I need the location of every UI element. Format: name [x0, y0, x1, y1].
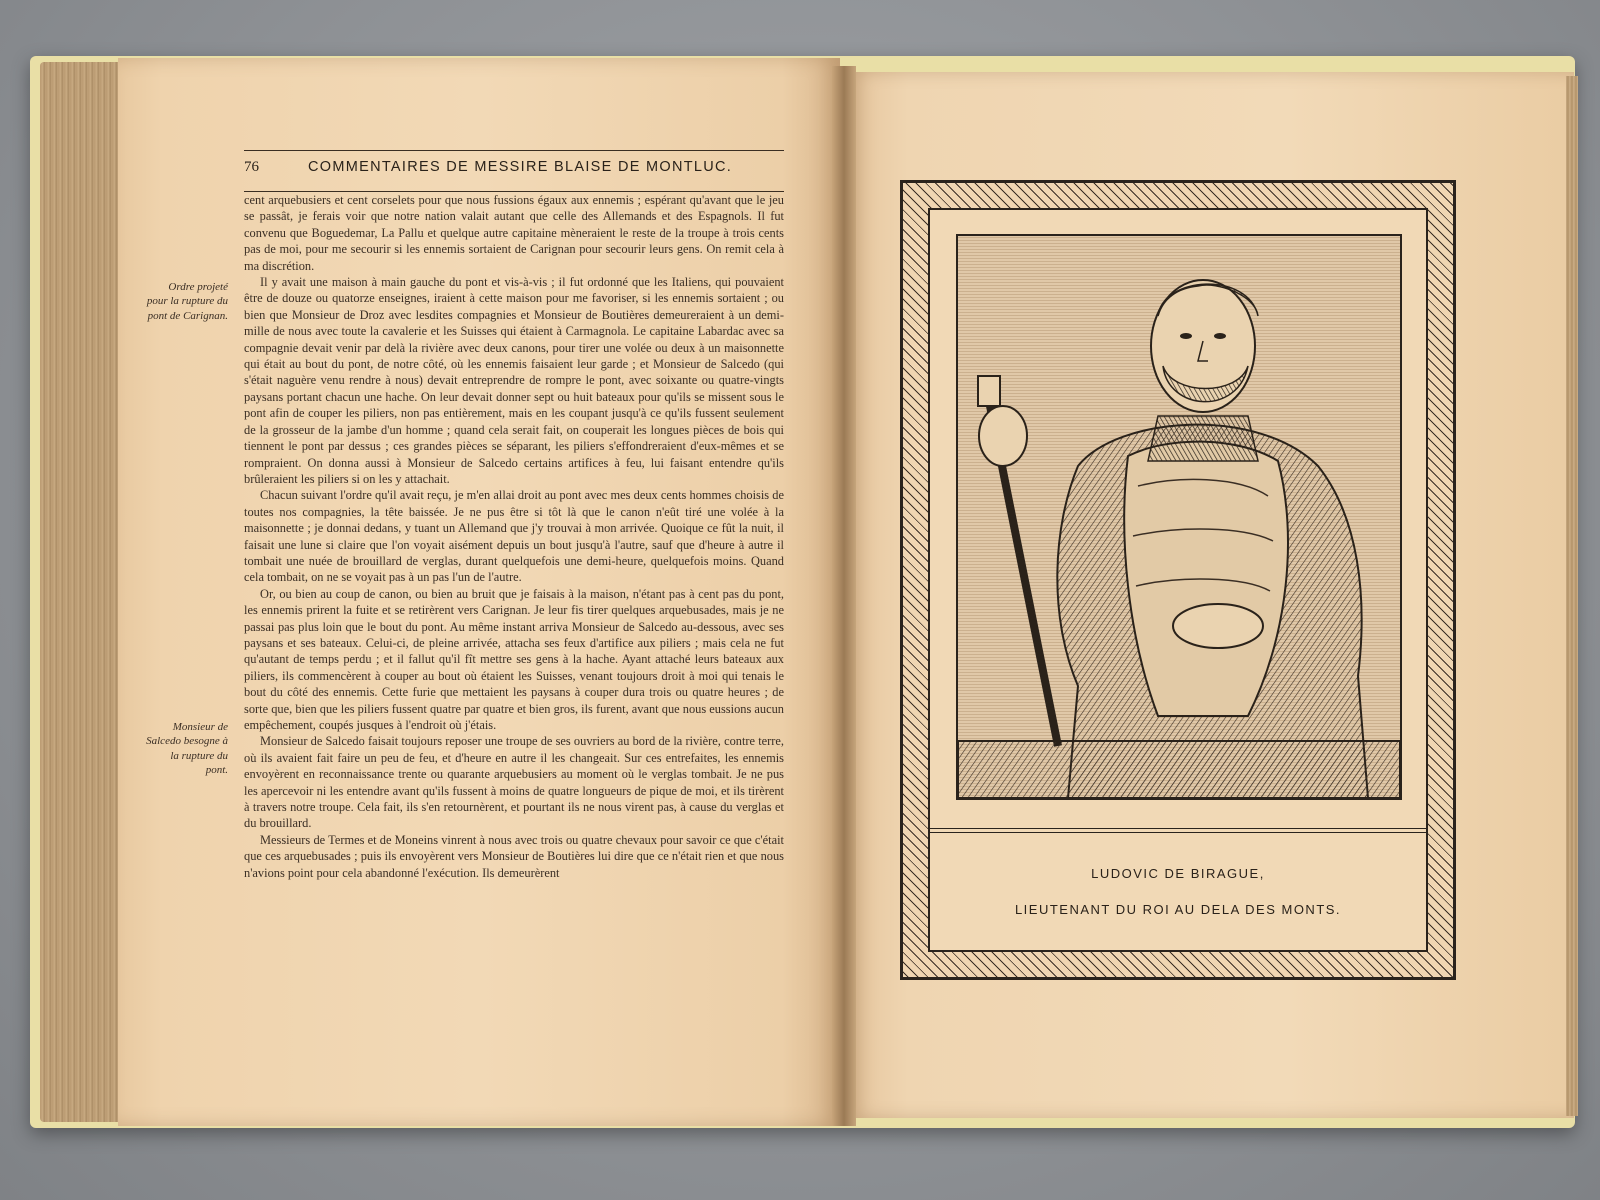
paragraph: Chacun suivant l'ordre qu'il avait reçu, je m'en allai droit au pont avec mes deux cents hommes choisis de toutes nos compagnies, la tête baissée. Je ne pus être si tôt là que le canon n'eût tiré une volée à la maisonnette ; je donnai dedans, y tuant un Allemand que j'y trouvai à mon arrivée. Quoique ce fût la nuit, il faisait une lune si claire que l'on voyait aisément depuis un bout jusqu'à l'autre, sauf que d'heure à autre il tombait une nuée de brouillard de verglas, durant quelquefois une demi-heure, quelquefois moins. Quand cela tombait, on ne se voyait pas à un pas l'un de l'autre. — [244, 488, 784, 585]
page-stack-edge — [40, 62, 126, 1122]
page-header — [244, 150, 784, 192]
portrait-illustration — [958, 236, 1400, 798]
plate-title: LUDOVIC DE BIRAGUE, — [1091, 866, 1265, 881]
paragraph: Monsieur de Salcedo faisait toujours reposer une troupe de ses ouvriers au bord de la rivière, contre terre, où ils avaient fait faire un peu de feu, et d'heure en autre il les changeait. Sur ces entrefaites, les ennemis envoyèrent en reconnaissance trente ou quarante arquebusiers au moment où le verglas tombait. Je ne pus les apercevoir ni les entendre avant qu'ils fussent à moins de quatre longueurs de pique de moi, et ils tirèrent à travers notre troupe. Cela fait, ils s'en retournèrent, et pourtant ils ne nous virent pas, à cause du verglas et du brouillard. — [244, 734, 784, 831]
body-text — [244, 192, 784, 881]
book-gutter — [832, 66, 856, 1126]
paragraph: cent arquebusiers et cent corselets pour que nous fussions égaux aux ennemis ; espérant qu'avant que le jeu se passât, je ferais voir que notre nation valait autant que celle des Allemands et des Espagnols. Il fut convenu que Boguedemar, La Pallu et quelque autre capitaine mèneraient le reste de la troupe à trois cents pas de moi, pour me secourir si les ennemis sortaient de Carignan pour secourir leurs gens. On remit cela à ma discrétion. — [244, 193, 784, 273]
portrait-engraving — [956, 234, 1402, 800]
paragraph: Il y avait une maison à main gauche du pont et vis-à-vis ; il fut ordonné que les Italiens, qui pouvaient être de douze ou quatorze enseignes, iraient à cette maison pour me favoriser, si les ennemis sortaient ; ou bien que Monsieur de Droz avec lesdites compagnies et Monsieur de Boutières demeureraient à un demi-mille de nous avec toute la cavalerie et les Suisses qui étaient à Carmagnola. Le capitaine Labardac avec sa compagnie devait venir par delà la rivière avec deux canons, pour tirer une volée ou deux à un maisonnette qui était au bout du pont, de notre côté, où les ennemis faisaient leur garde ; et Monsieur de Salcedo (qui s'était naguère venu rendre à nous) devait entreprendre de rompre le pont, avec soixante ou quatre-vingts paysans portant chacun une hache. On leur devait donner sept ou huit bateaux pour qu'ils se missent sous le pont afin de couper les piliers, non pas entièrement, mais en les coupant jusqu'à ce qu'ils fussent seulement de la grosseur de la jambe d'un homme ; quand cela serait fait, on couperait les longues pièces de bois qui tiennent le pont par dessus ; ces grandes pièces se séparant, les piliers s'effondreraient d'eux-mêmes et se rompraient. On donna aussi à Monsieur de Salcedo certains artifices à feu, lui faisant entendre qu'ils brûleraient les piliers si on les y attachait. — [244, 275, 784, 486]
paragraph: Messieurs de Termes et de Moneins vinrent à nous avec trois ou quatre chevaux pour savoir ce que c'était que ces arquebusades ; puis ils envoyèrent vers Monsieur de Boutières lui dire que ce n'était rien et que nous n'avions point pour cela abandonné l'exécution. Ils demeurèrent — [244, 832, 784, 880]
plate-subtitle: LIEUTENANT DU ROI AU DELA DES MONTS. — [1014, 902, 1342, 917]
caption-rule — [928, 828, 1428, 829]
running-head: COMMENTAIRES DE MESSIRE BLAISE DE MONTLUC. — [308, 159, 733, 175]
page-number: 76 — [244, 159, 259, 175]
paragraph: Or, ou bien au coup de canon, ou bien au bruit que je faisais à la maison, n'étant pas à cent pas du pont, les ennemis prirent la fuite et se retirèrent vers Carignan. Je leur fis tirer quelques arquebusades, mais je ne passai pas plus loin que le bout du pont. Au même instant arriva Monsieur de Salcedo au-dessous, avec ses paysans et ses bateaux. Celui-ci, de pleine arrivée, attacha ses feux d'artifice aux piliers ; mais cela ne fut qu'autant de temps perdu ; et il fallut qu'il fît mettre ses gens à la hache. Ayant attaché leurs bateaux aux piliers, ils commencèrent à couper au bout où étaient les Suisses, venant toujours droit à moi qui tenais le bout du côté des ennemis. Cette furie que mettaient les paysans à couper dura trois ou quatre heures ; de sorte que, bien que les piliers fussent quatre par quatre et bien gros, ils furent, avant que nous eussions aucun empêchement, coupés jusques à l'endroit où j'étais. — [244, 586, 784, 732]
right-page-edge — [1566, 76, 1578, 1116]
sidenote-salcedo: Monsieur de Salcedo besogne à la rupture du pont. — [146, 721, 228, 777]
sidenote-bridge-plan: Ordre projeté pour la rupture du pont de Carignan. — [146, 281, 228, 322]
caption-rule — [928, 832, 1428, 833]
